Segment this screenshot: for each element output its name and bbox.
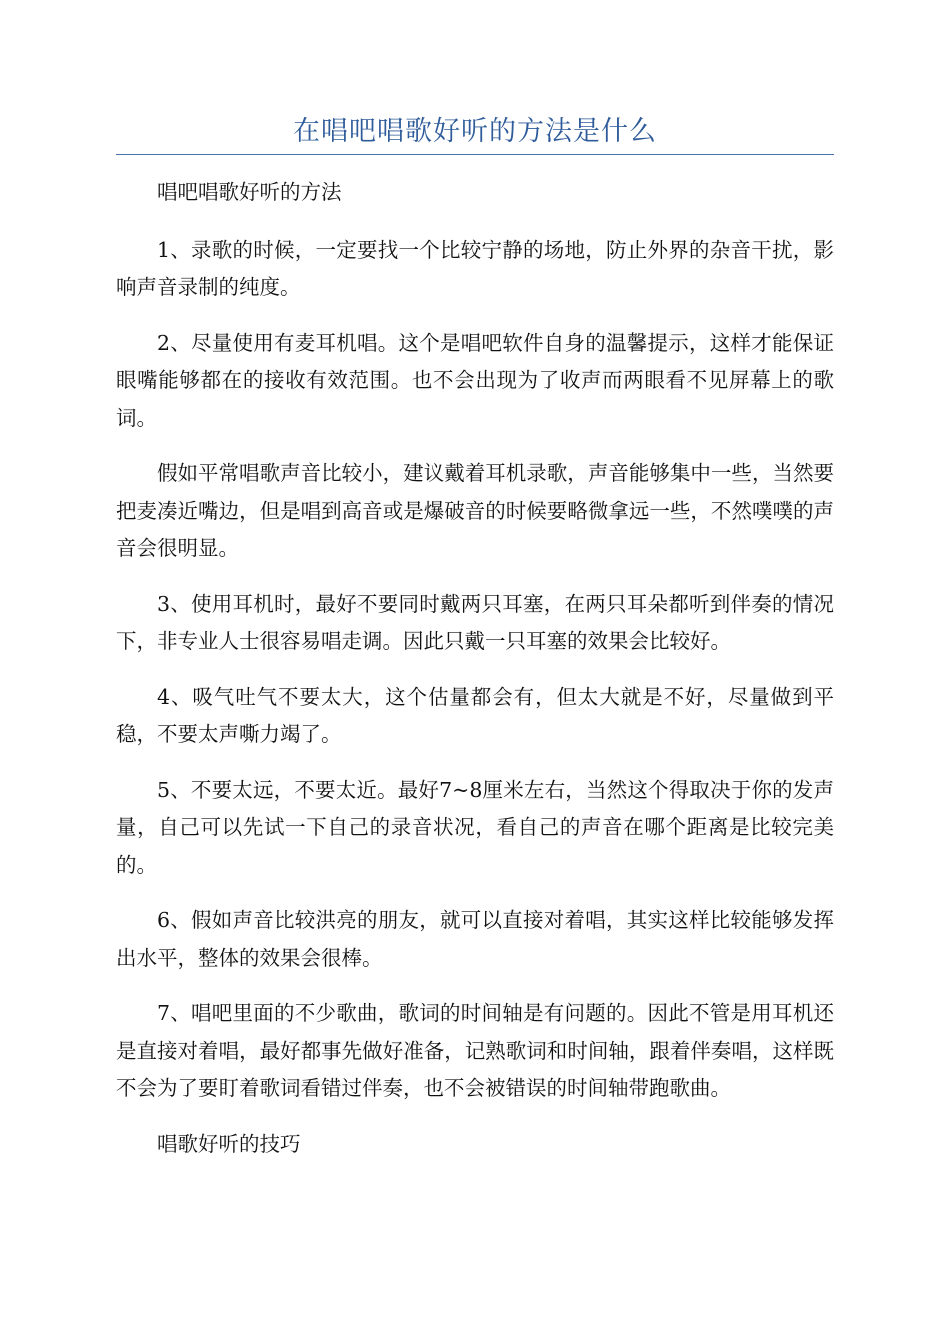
document-title: 在唱吧唱歌好听的方法是什么 bbox=[293, 116, 657, 147]
section-heading: 唱歌好听的技巧 bbox=[157, 1131, 301, 1156]
title-underline bbox=[116, 154, 834, 155]
paragraph: 假如平常唱歌声音比较小，建议戴着耳机录歌，声音能够集中一些，当然要把麦凑近嘴边，但是唱到高音或是爆破音的时候要略微拿远一些，不然噗噗的声音会很明显。 bbox=[116, 461, 834, 560]
paragraph: 1、录歌的时候，一定要找一个比较宁静的场地，防止外界的杂音干扰，影响声音录制的纯度。 bbox=[116, 237, 834, 299]
paragraph: 2、尽量使用有麦耳机唱。这个是唱吧软件自身的温馨提示，这样才能保证眼嘴能够都在的接收有效范围。也不会出现为了收声而两眼看不见屏幕上的歌词。 bbox=[116, 330, 834, 430]
paragraph: 4、吸气吐气不要太大，这个估量都会有，但太大就是不好，尽量做到平稳，不要太声嘶力竭了。 bbox=[116, 684, 834, 746]
section-heading: 唱吧唱歌好听的方法 bbox=[157, 180, 342, 204]
document-body bbox=[116, 174, 834, 1183]
paragraph: 7、唱吧里面的不少歌曲，歌词的时间轴是有问题的。因此不管是用耳机还是直接对着唱，最好都事先做好准备，记熟歌词和时间轴，跟着伴奏唱，这样既不会为了要盯着歌词看错过伴奏，也不会被错误的时间轴带跑歌曲。 bbox=[116, 1001, 834, 1100]
paragraph: 6、假如声音比较洪亮的朋友，就可以直接对着唱，其实这样比较能够发挥出水平，整体的效果会很棒。 bbox=[116, 908, 834, 970]
paragraph: 5、不要太远，不要太近。最好7~8厘米左右，当然这个得取决于你的发声量，自己可以先试一下自己的录音状况，看自己的声音在哪个距离是比较完美的。 bbox=[116, 777, 834, 877]
paragraph: 3、使用耳机时，最好不要同时戴两只耳塞，在两只耳朵都听到伴奏的情况下，非专业人士很容易唱走调。因此只戴一只耳塞的效果会比较好。 bbox=[116, 591, 834, 653]
